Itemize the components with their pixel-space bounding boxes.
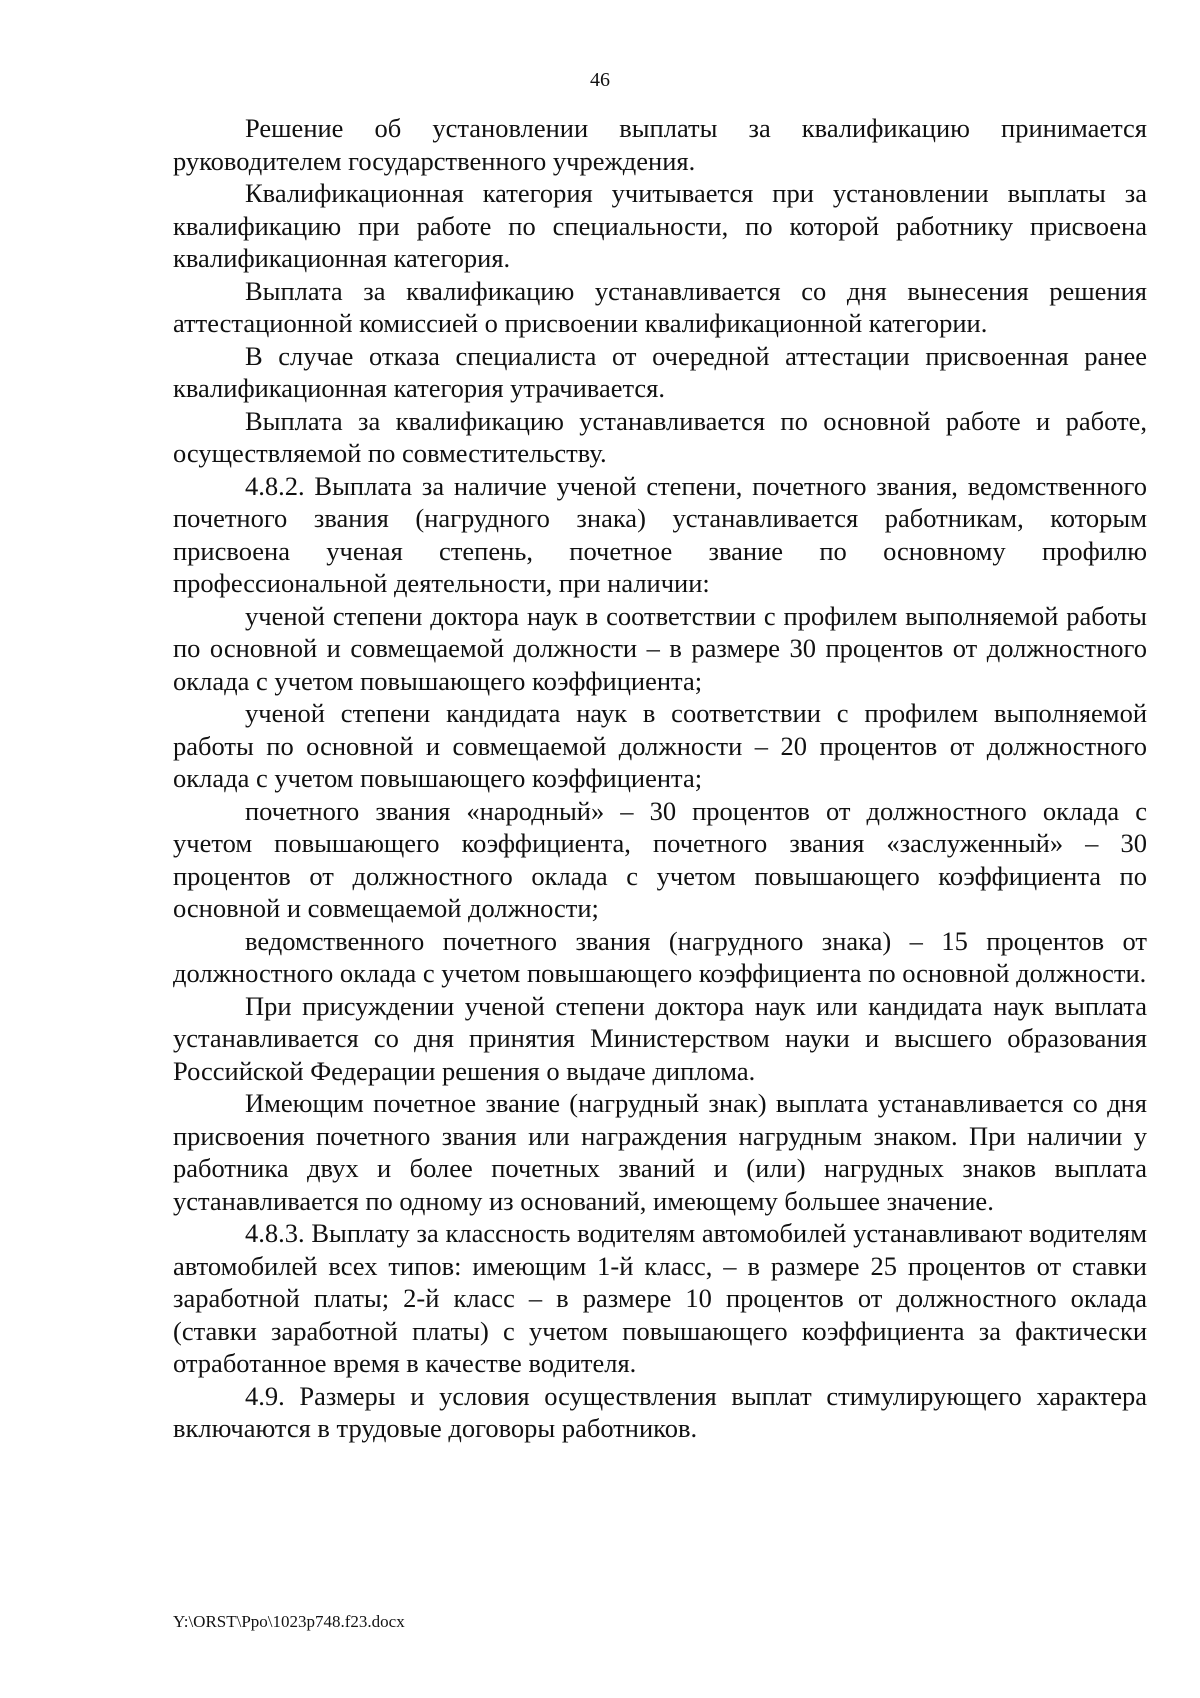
footer-file-path: Y:\ORST\Ppo\1023p748.f23.docx (173, 1612, 405, 1631)
paragraph-qualification-decision: Решение об установлении выплаты за квалификацию принимается руководителем государственного учреждения. (173, 113, 1147, 176)
document-body (173, 112, 1147, 1445)
paragraph-4-9: 4.9. Размеры и условия осуществления выплат стимулирующего характера включаются в трудовые договоры работников. (173, 1380, 1147, 1443)
paragraph-refusal-attestation: В случае отказа специалиста от очередной аттестации присвоенная ранее квалификационная категория утрачивается. (173, 340, 1147, 403)
paragraph-degree-award-date: При присуждении ученой степени доктора наук или кандидата наук выплата устанавливается со дня принятия Министерством науки и высшего образования Российской Федерации решения о выдаче диплома. (173, 990, 1147, 1086)
page-number: 46 (590, 69, 610, 91)
paragraph-candidate-degree: ученой степени кандидата наук в соответствии с профилем выполняемой работы по основной и совмещаемой должности – 20 процентов от должностного оклада с учетом повышающего коэффициента; (173, 698, 1147, 793)
paragraph-4-8-2: 4.8.2. Выплата за наличие ученой степени, почетного звания, ведомственного почетного звания (нагрудного знака) устанавливается работникам, которым присвоена ученая степень, почетное звание по основному профилю профессиональной деятельности, при наличии: (173, 470, 1147, 598)
paragraph-4-8-3: 4.8.3. Выплату за классность водителям автомобилей устанавливают водителям автомобилей всех типов: имеющим 1-й класс, – в размере 25 процентов от ставки заработной платы; 2-й класс – в размере 10 процентов от должностного оклада (ставки заработной платы) с учетом повышающего коэффициента за фактически отработанное время в качестве водителя. (173, 1218, 1147, 1378)
paragraph-departmental-badge: ведомственного почетного звания (нагрудного знака) – 15 процентов от должностного оклада с учетом повышающего коэффициента по основной должности. (173, 925, 1147, 988)
paragraph-payment-start: Выплата за квалификацию устанавливается со дня вынесения решения аттестационной комиссией о присвоении квалификационной категории. (173, 275, 1147, 338)
paragraph-honorary-badge-date: Имеющим почетное звание (нагрудный знак) выплата устанавливается со дня присвоения почетного звания или награждения нагрудным знаком. При наличии у работника двух и более почетных званий и (или) нагрудных знаков выплата устанавливается по одному из оснований, имеющему большее значение. (173, 1088, 1147, 1216)
paragraph-honorary-title: почетного звания «народный» – 30 процентов от должностного оклада с учетом повышающего коэффициента, почетного звания «заслуженный» – 30 процентов от должностного оклада с учетом повышающего коэффициента по основной и совмещаемой должности; (173, 795, 1147, 923)
paragraph-main-and-part-time: Выплата за квалификацию устанавливается по основной работе и работе, осуществляемой по совместительству. (173, 405, 1147, 468)
paragraph-doctor-degree: ученой степени доктора наук в соответствии с профилем выполняемой работы по основной и совмещаемой должности – в размере 30 процентов от должностного оклада с учетом повышающего коэффициента; (173, 600, 1147, 696)
paragraph-qualification-category: Квалификационная категория учитывается при установлении выплаты за квалификацию при работе по специальности, по которой работнику присвоена квалификационная категория. (173, 178, 1147, 273)
